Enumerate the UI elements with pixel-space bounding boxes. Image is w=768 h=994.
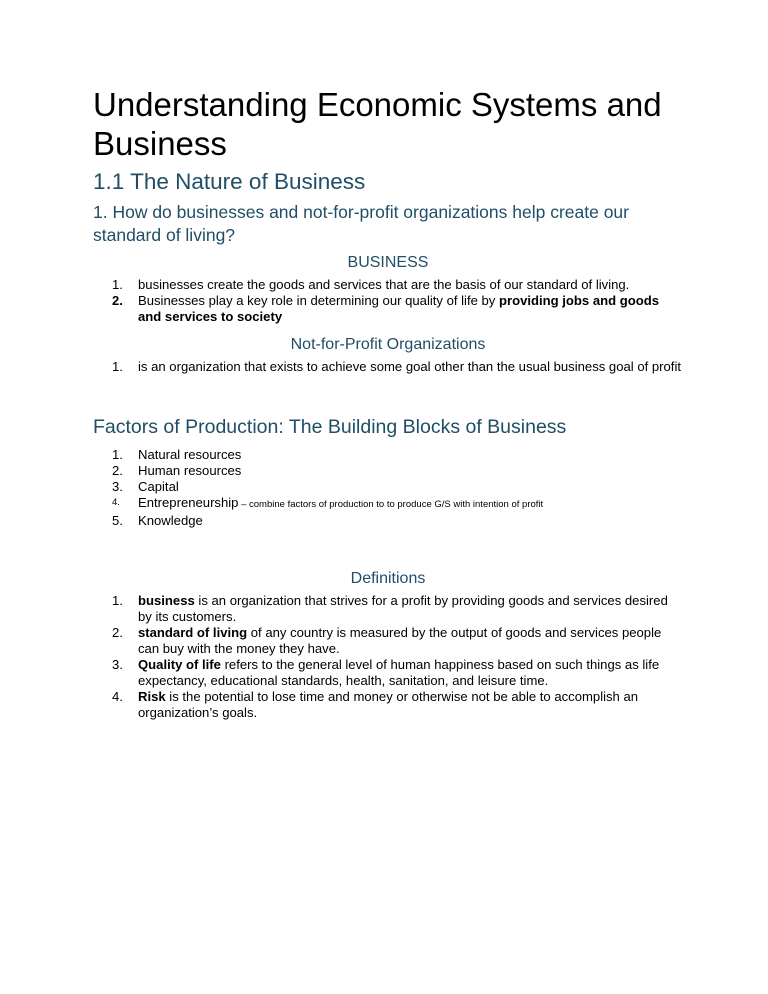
definition-text: is an organization that strives for a profit by providing goods and services desired by its customers.	[138, 593, 668, 624]
list-text: Entrepreneurship	[138, 495, 239, 510]
definition-text: is the potential to lose time and money or otherwise not be able to accomplish an organization’s goals.	[138, 689, 639, 720]
definition-term: Quality of life	[138, 657, 221, 672]
list-item	[93, 513, 683, 529]
list-item	[93, 463, 683, 479]
list-number: 3.	[112, 657, 123, 672]
nonprofit-heading: Not-for-Profit Organizations	[290, 336, 486, 353]
factors-heading: Factors of Production: The Building Blocks of Business	[93, 416, 567, 438]
definitions-list	[93, 593, 683, 721]
list-text: Businesses play a key role in determining our quality of life by	[138, 293, 499, 308]
document-title: Understanding Economic Systems and Business	[93, 86, 662, 162]
question-heading: 1. How do businesses and not-for-profit organizations help create our standard of living?	[93, 202, 629, 245]
list-text: Human resources	[138, 463, 242, 478]
factors-list	[93, 447, 683, 529]
list-text: Capital	[138, 479, 179, 494]
business-heading: BUSINESS	[347, 254, 429, 271]
list-item	[93, 277, 683, 293]
business-list	[93, 277, 683, 325]
list-number: 1.	[112, 447, 123, 462]
definition-term: Risk	[138, 689, 166, 704]
list-text: Natural resources	[138, 447, 242, 462]
list-number: 4.	[112, 497, 120, 508]
list-note: – combine factors of production to to produce G/S with intention of profit	[238, 499, 544, 510]
list-text: Knowledge	[138, 513, 203, 528]
list-text-bold: providing jobs and goods and services to society	[138, 293, 660, 324]
definition-text: refers to the general level of human happiness based on such things as life expectancy, educational standards, health, sanitation, and leisure time.	[138, 657, 660, 688]
list-item	[93, 593, 683, 625]
list-item	[93, 495, 683, 513]
definition-text: of any country is measured by the output of goods and services people can buy with the money they have.	[138, 625, 662, 656]
section-heading: 1.1 The Nature of Business	[93, 169, 366, 194]
list-item	[93, 657, 683, 689]
list-number: 2.	[112, 463, 123, 478]
list-number: 4.	[112, 689, 123, 704]
list-number: 3.	[112, 479, 123, 494]
list-number: 2.	[112, 625, 123, 640]
definition-term: business	[138, 593, 195, 608]
list-item	[93, 447, 683, 463]
list-text: businesses create the goods and services that are the basis of our standard of living.	[138, 277, 630, 292]
list-item	[93, 479, 683, 495]
nonprofit-list	[93, 359, 683, 375]
list-number: 1.	[112, 277, 123, 292]
list-item	[93, 625, 683, 657]
list-number: 1.	[112, 359, 123, 374]
definition-term: standard of living	[138, 625, 248, 640]
definitions-heading: Definitions	[350, 570, 426, 587]
list-item	[93, 689, 683, 721]
list-number: 1.	[112, 593, 123, 608]
list-number: 2.	[112, 293, 123, 308]
document-page	[93, 85, 683, 721]
list-item	[93, 359, 683, 375]
list-text: is an organization that exists to achieve some goal other than the usual business goal of profit	[138, 359, 681, 374]
list-item	[93, 293, 683, 325]
list-number: 5.	[112, 513, 123, 528]
